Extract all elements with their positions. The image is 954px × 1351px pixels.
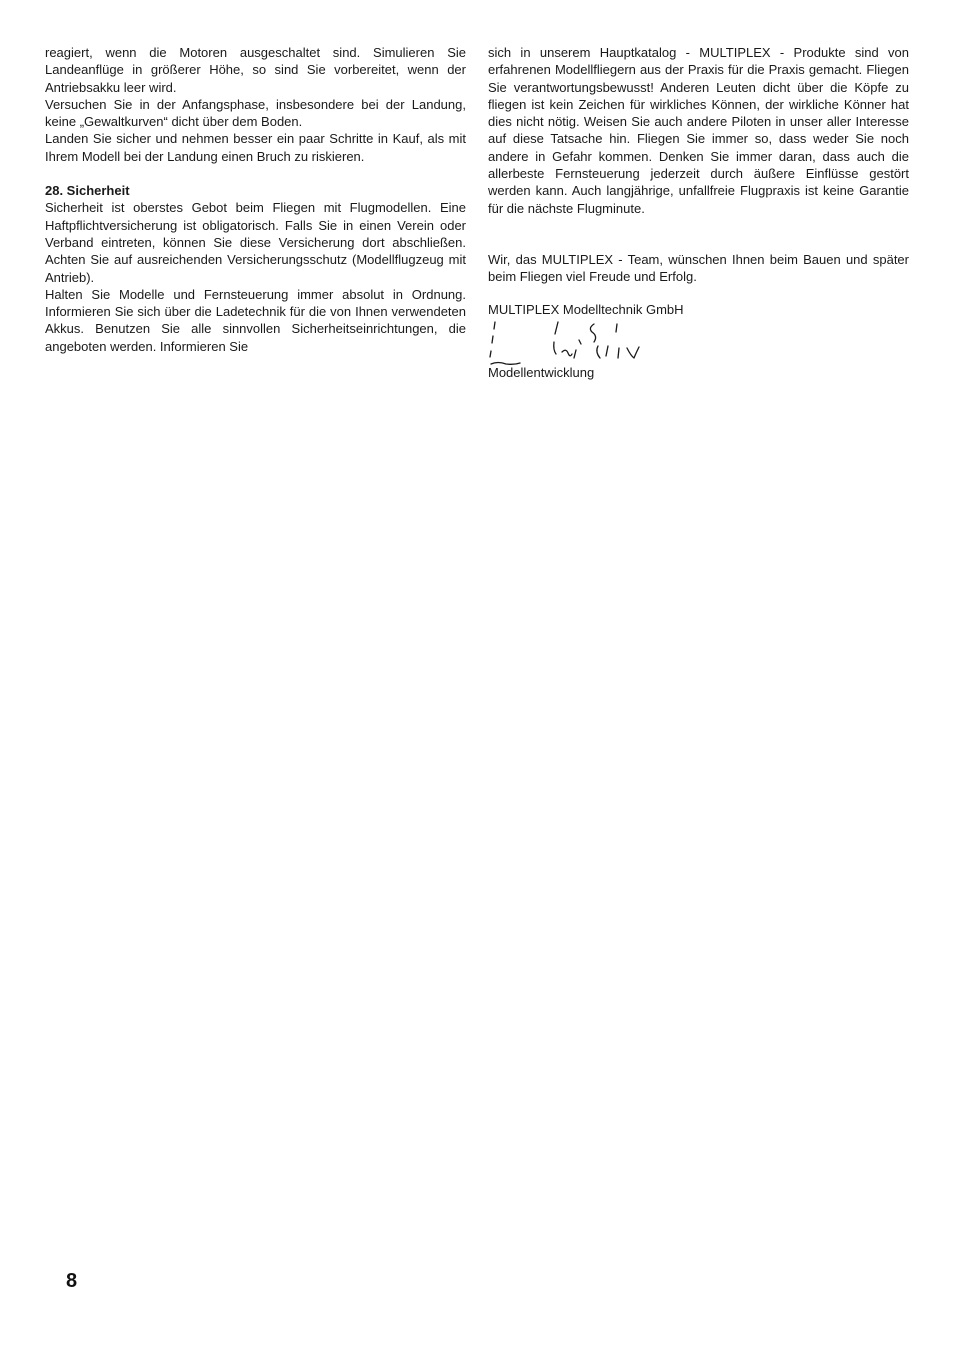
body-paragraph: reagiert, wenn die Motoren ausgeschaltet sind. Simulieren Sie Landeanflüge in größerer Höhe, so sind Sie vorbereitet, wenn der Antriebsakku leer wird. [45,45,466,95]
body-paragraph: Halten Sie Modelle und Fernsteuerung immer absolut in Ordnung. Informieren Sie sich über die Ladetechnik für die von Ihnen verwendeten Akkus. Benutzen Sie alle sinnvollen Sicherheitseinrichtungen, die angeboten werden. Informieren Sie [45,286,466,354]
left-column [45,44,466,355]
page-number: 8 [66,1270,78,1292]
body-paragraph: Sicherheit ist oberstes Gebot beim Fliegen mit Flugmodellen. Eine Haftpflichtversicherung ist obligatorisch. Falls Sie in einen Verein oder Verband eintreten, können Sie diese Versicherung dort abschließen. Achten Sie auf ausreichenden Versicherungsschutz (Modellflugzeug mit Antrieb). [45,200,466,285]
signature-block [488,320,909,380]
body-paragraph: sich in unserem Hauptkatalog - MULTIPLEX - Produkte sind von erfahrenen Modellfliegern aus der Praxis für die Praxis gemacht. Fliegen Sie verantwortungsbewusst! Anderen Leuten dicht über die Köpfe zu fliegen ist kein Zeichen für wirkliches Können, der wirkliche Könner hat dies nicht nötig. Weisen Sie auch andere Piloten in unser aller Interesse auf diese Tatsache hin. Fliegen Sie immer so, dass weder Sie noch andere in Gefahr kommen. Denken Sie immer daran, dass auch die allerbeste Fernsteuerung jederzeit durch äußere Einflüsse gestört werden kann. Auch langjährige, unfallfreie Flugpraxis ist keine Garantie für die nächste Flugminute. [488,45,909,216]
company-name: MULTIPLEX Modelltechnik GmbH [488,301,684,317]
signature-caption: Modellentwicklung [488,364,595,380]
section-heading: 28. Sicherheit [45,183,130,199]
body-paragraph: Versuchen Sie in der Anfangsphase, insbesondere bei der Landung, keine „Gewaltkurven“ dicht über dem Boden. [45,96,466,130]
handwritten-signature [488,320,648,370]
body-paragraph: Landen Sie sicher und nehmen besser ein paar Schritte in Kauf, als mit Ihrem Modell bei der Landung einen Bruch zu riskieren. [45,131,466,164]
closing-paragraph: Wir, das MULTIPLEX - Team, wünschen Ihnen beim Bauen und später beim Fliegen viel Freude und Erfolg. [488,251,909,285]
right-column [488,44,909,380]
